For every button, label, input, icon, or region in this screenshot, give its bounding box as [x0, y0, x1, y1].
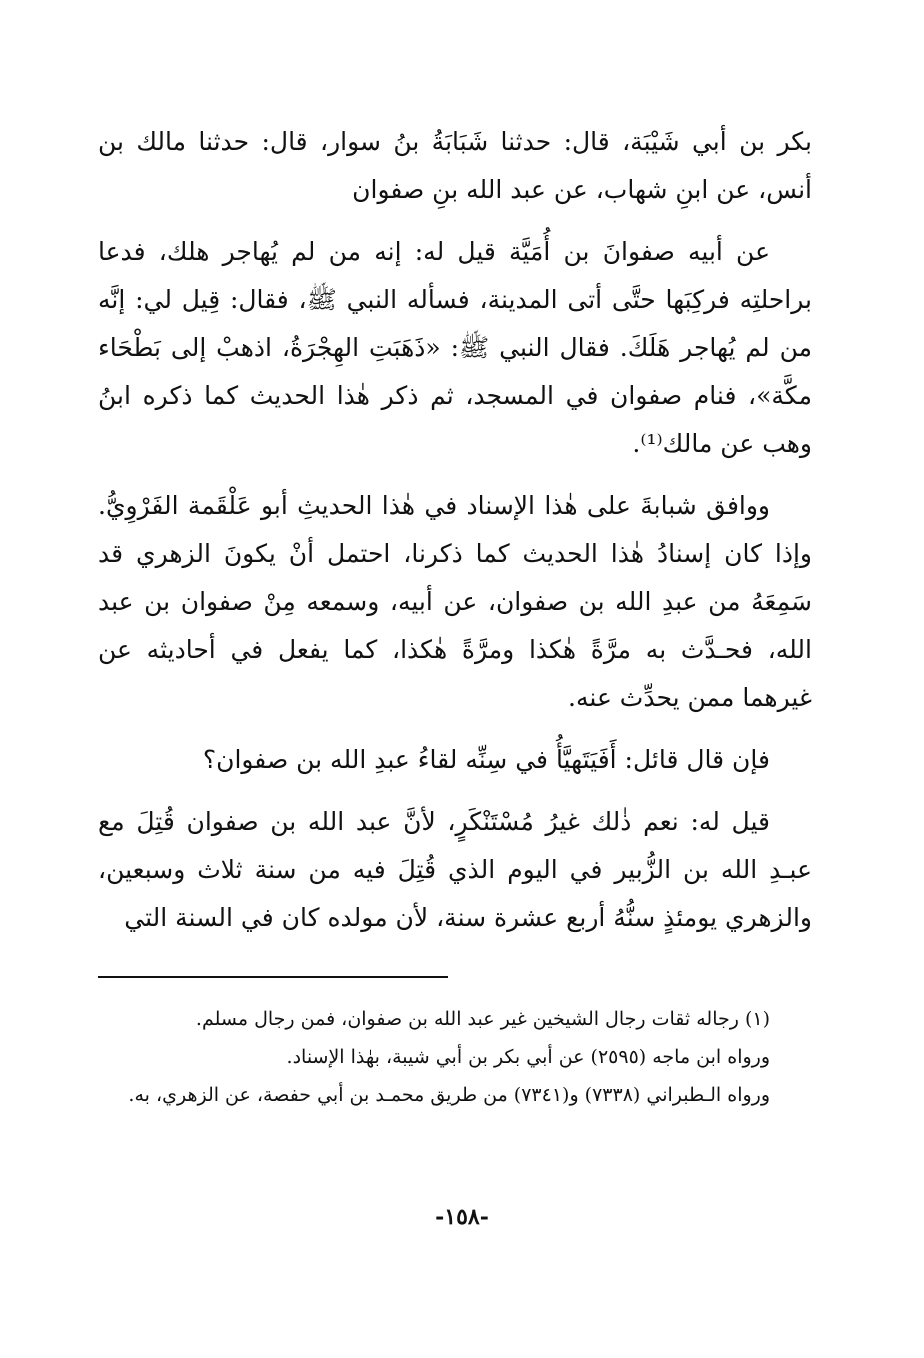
paragraph-isnad: بكر بن أبي شَيْبَة، قال: حدثنا شَبَابَةُ بنُ سوار، قال: حدثنا مالك بن أنس، عن ابنِ شهاب، عن عبد الله بنِ صفوان [98, 127, 812, 204]
footnotes [98, 1000, 812, 1114]
page-number: -١٥٨- [435, 1204, 489, 1230]
paragraph-hadith: عن أبيه صفوانَ بن أُمَيَّة قيل له: إنه من لم يُهاجر هلك، فدعا براحلتِه فركِبَها حتَّى أتى المدينة، فسأله النبي ﷺ، فقال: قِيل لي: إنَّه من لم يُهاجر هَلَكَ. فقال النبي ﷺ: «ذَهَبَتِ الهِجْرَةُ، اذهبْ إلى بَطْحَاء مكَّة»، فنام صفوان في المسجد، ثم ذكر هٰذا الحديث كما ذكره ابنُ وهب عن مالك⁽¹⁾. [98, 237, 812, 458]
paragraph-question: فإن قال قائل: أَفَيَتَهيَّأُ في سِنِّه لقاءُ عبدِ الله بن صفوان؟ [202, 745, 770, 774]
footnote-divider-wrap [98, 976, 812, 978]
footnote-1: (١) رجاله ثقات رجال الشيخين غير عبد الله بن صفوان، فمن رجال مسلم. [195, 1008, 770, 1030]
footnote-2: ورواه ابن ماجه (٢٥٩٥) عن أبي بكر بن أبي شيبة، بهٰذا الإسناد. [286, 1046, 770, 1068]
main-text [98, 118, 812, 942]
paragraph-answer: قيل له: نعم ذٰلك غيرُ مُسْتَنْكَرٍ، لأنَّ عبد الله بن صفوان قُتِلَ مع عبـدِ الله بن الزُّبير في اليوم الذي قُتِلَ فيه من سنة ثلاث وسبعين، والزهري يومئذٍ سنُّهُ أربع عشرة سنة، لأن مولده كان في السنة التي [98, 807, 812, 932]
footnote-divider [98, 976, 448, 978]
footnote-3: ورواه الـطبراني (٧٣٣٨) و(٧٣٤١) من طريق محمـد بن أبي حفصة، عن الزهري، به. [128, 1084, 770, 1106]
paragraph-agreement: ووافق شبابةَ على هٰذا الإسناد في هٰذا الحديثِ أبو عَلْقَمة الفَرْوِيُّ. وإذا كان إسنادُ هٰذا الحديث كما ذكرنا، احتمل أنْ يكونَ الزهري قد سَمِعَهُ من عبدِ الله بن صفوان، عن أبيه، وسمعه مِنْ صفوان بن عبد الله، فحـدَّث به مرَّةً هٰكذا ومرَّةً هٰكذا، كما يفعل في أحاديثه عن غيرهما ممن يحدِّث عنه. [98, 491, 812, 712]
